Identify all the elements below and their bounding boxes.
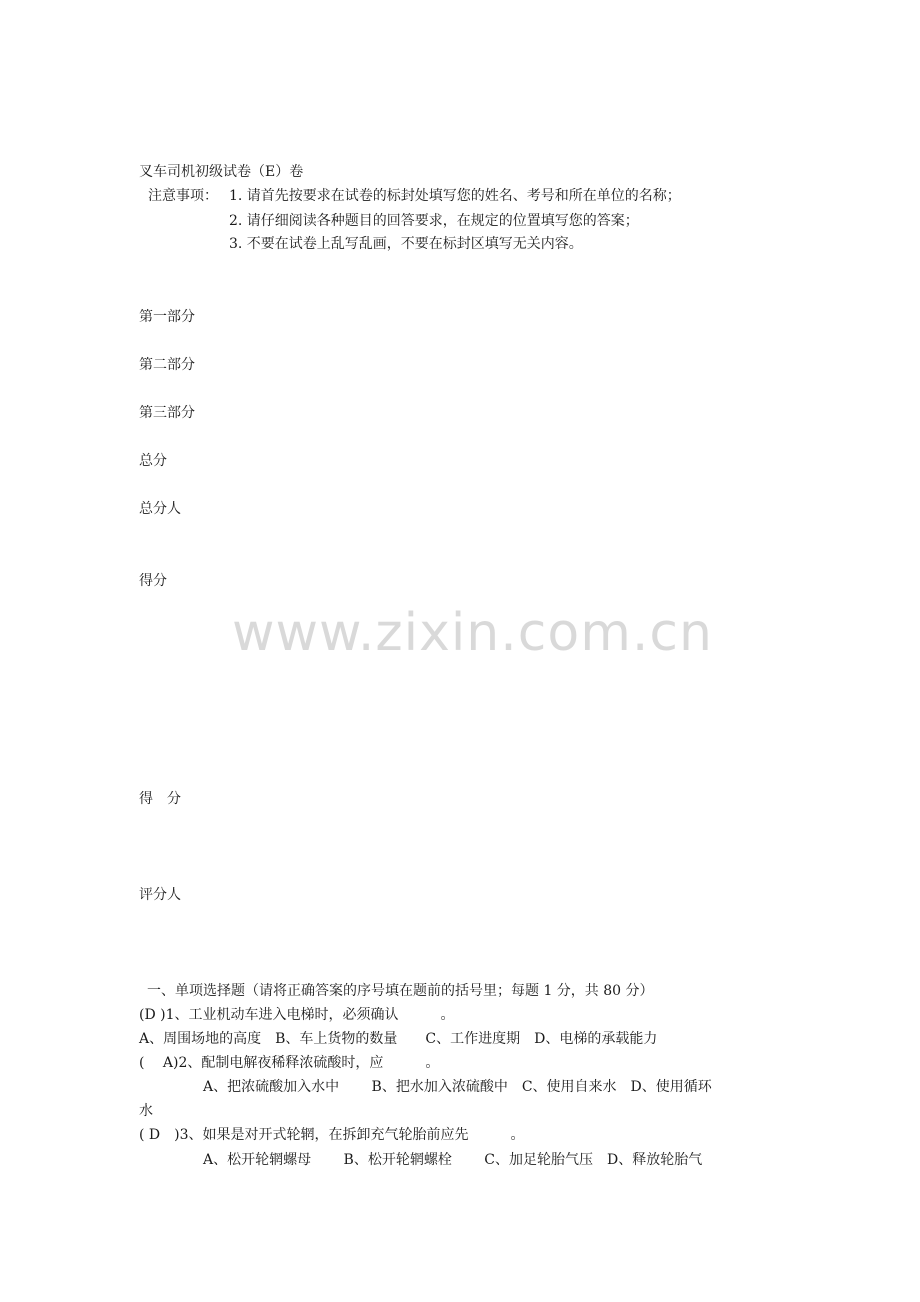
question-1-stem: (D )1、工业机动车进入电梯时，必须确认 。 <box>139 1007 455 1023</box>
notice-item-1: 1. 请首先按要求在试卷的标封处填写您的姓名、考号和所在单位的名称； <box>229 188 681 204</box>
score-total-scorer-label: 总分人 <box>139 501 181 517</box>
score-part1-label: 第一部分 <box>139 309 195 325</box>
section-score-label: 得 分 <box>139 791 181 807</box>
grader-label: 评分人 <box>139 887 181 903</box>
question-3-options: A、松开轮辋螺母 B、松开轮辋螺栓 C、加足轮胎气压 D、释放轮胎气 <box>203 1152 703 1168</box>
question-2-options: A、把浓硫酸加入水中 B、把水加入浓硫酸中 C、使用自来水 D、使用循环 <box>203 1079 712 1095</box>
score-total-label: 总分 <box>139 453 167 469</box>
question-2-stem: ( A)2、配制电解夜稀释浓硫酸时，应 。 <box>139 1055 440 1071</box>
score-label: 得分 <box>139 573 167 589</box>
score-part3-label: 第三部分 <box>139 405 195 421</box>
notice-label: 注意事项： <box>148 188 218 204</box>
watermark: www.zixin.com.cn <box>232 603 713 663</box>
notice-item-2: 2. 请仔细阅读各种题目的回答要求，在规定的位置填写您的答案； <box>229 213 639 229</box>
question-1-options: A、周围场地的高度 B、车上货物的数量 C、工作进度期 D、电梯的承载能力 <box>139 1031 658 1047</box>
score-part2-label: 第二部分 <box>139 357 195 373</box>
exam-title: 叉车司机初级试卷（E）卷 <box>139 164 304 180</box>
section1-heading: 一、单项选择题（请将正确答案的序号填在题前的括号里；每题 1 分，共 80 分） <box>147 983 654 999</box>
question-3-stem: ( D )3、如果是对开式轮辋，在拆卸充气轮胎前应先 。 <box>139 1127 525 1143</box>
notice-item-3: 3. 不要在试卷上乱写乱画，不要在标封区填写无关内容。 <box>229 236 583 252</box>
question-2-options-cont: 水 <box>139 1103 153 1119</box>
